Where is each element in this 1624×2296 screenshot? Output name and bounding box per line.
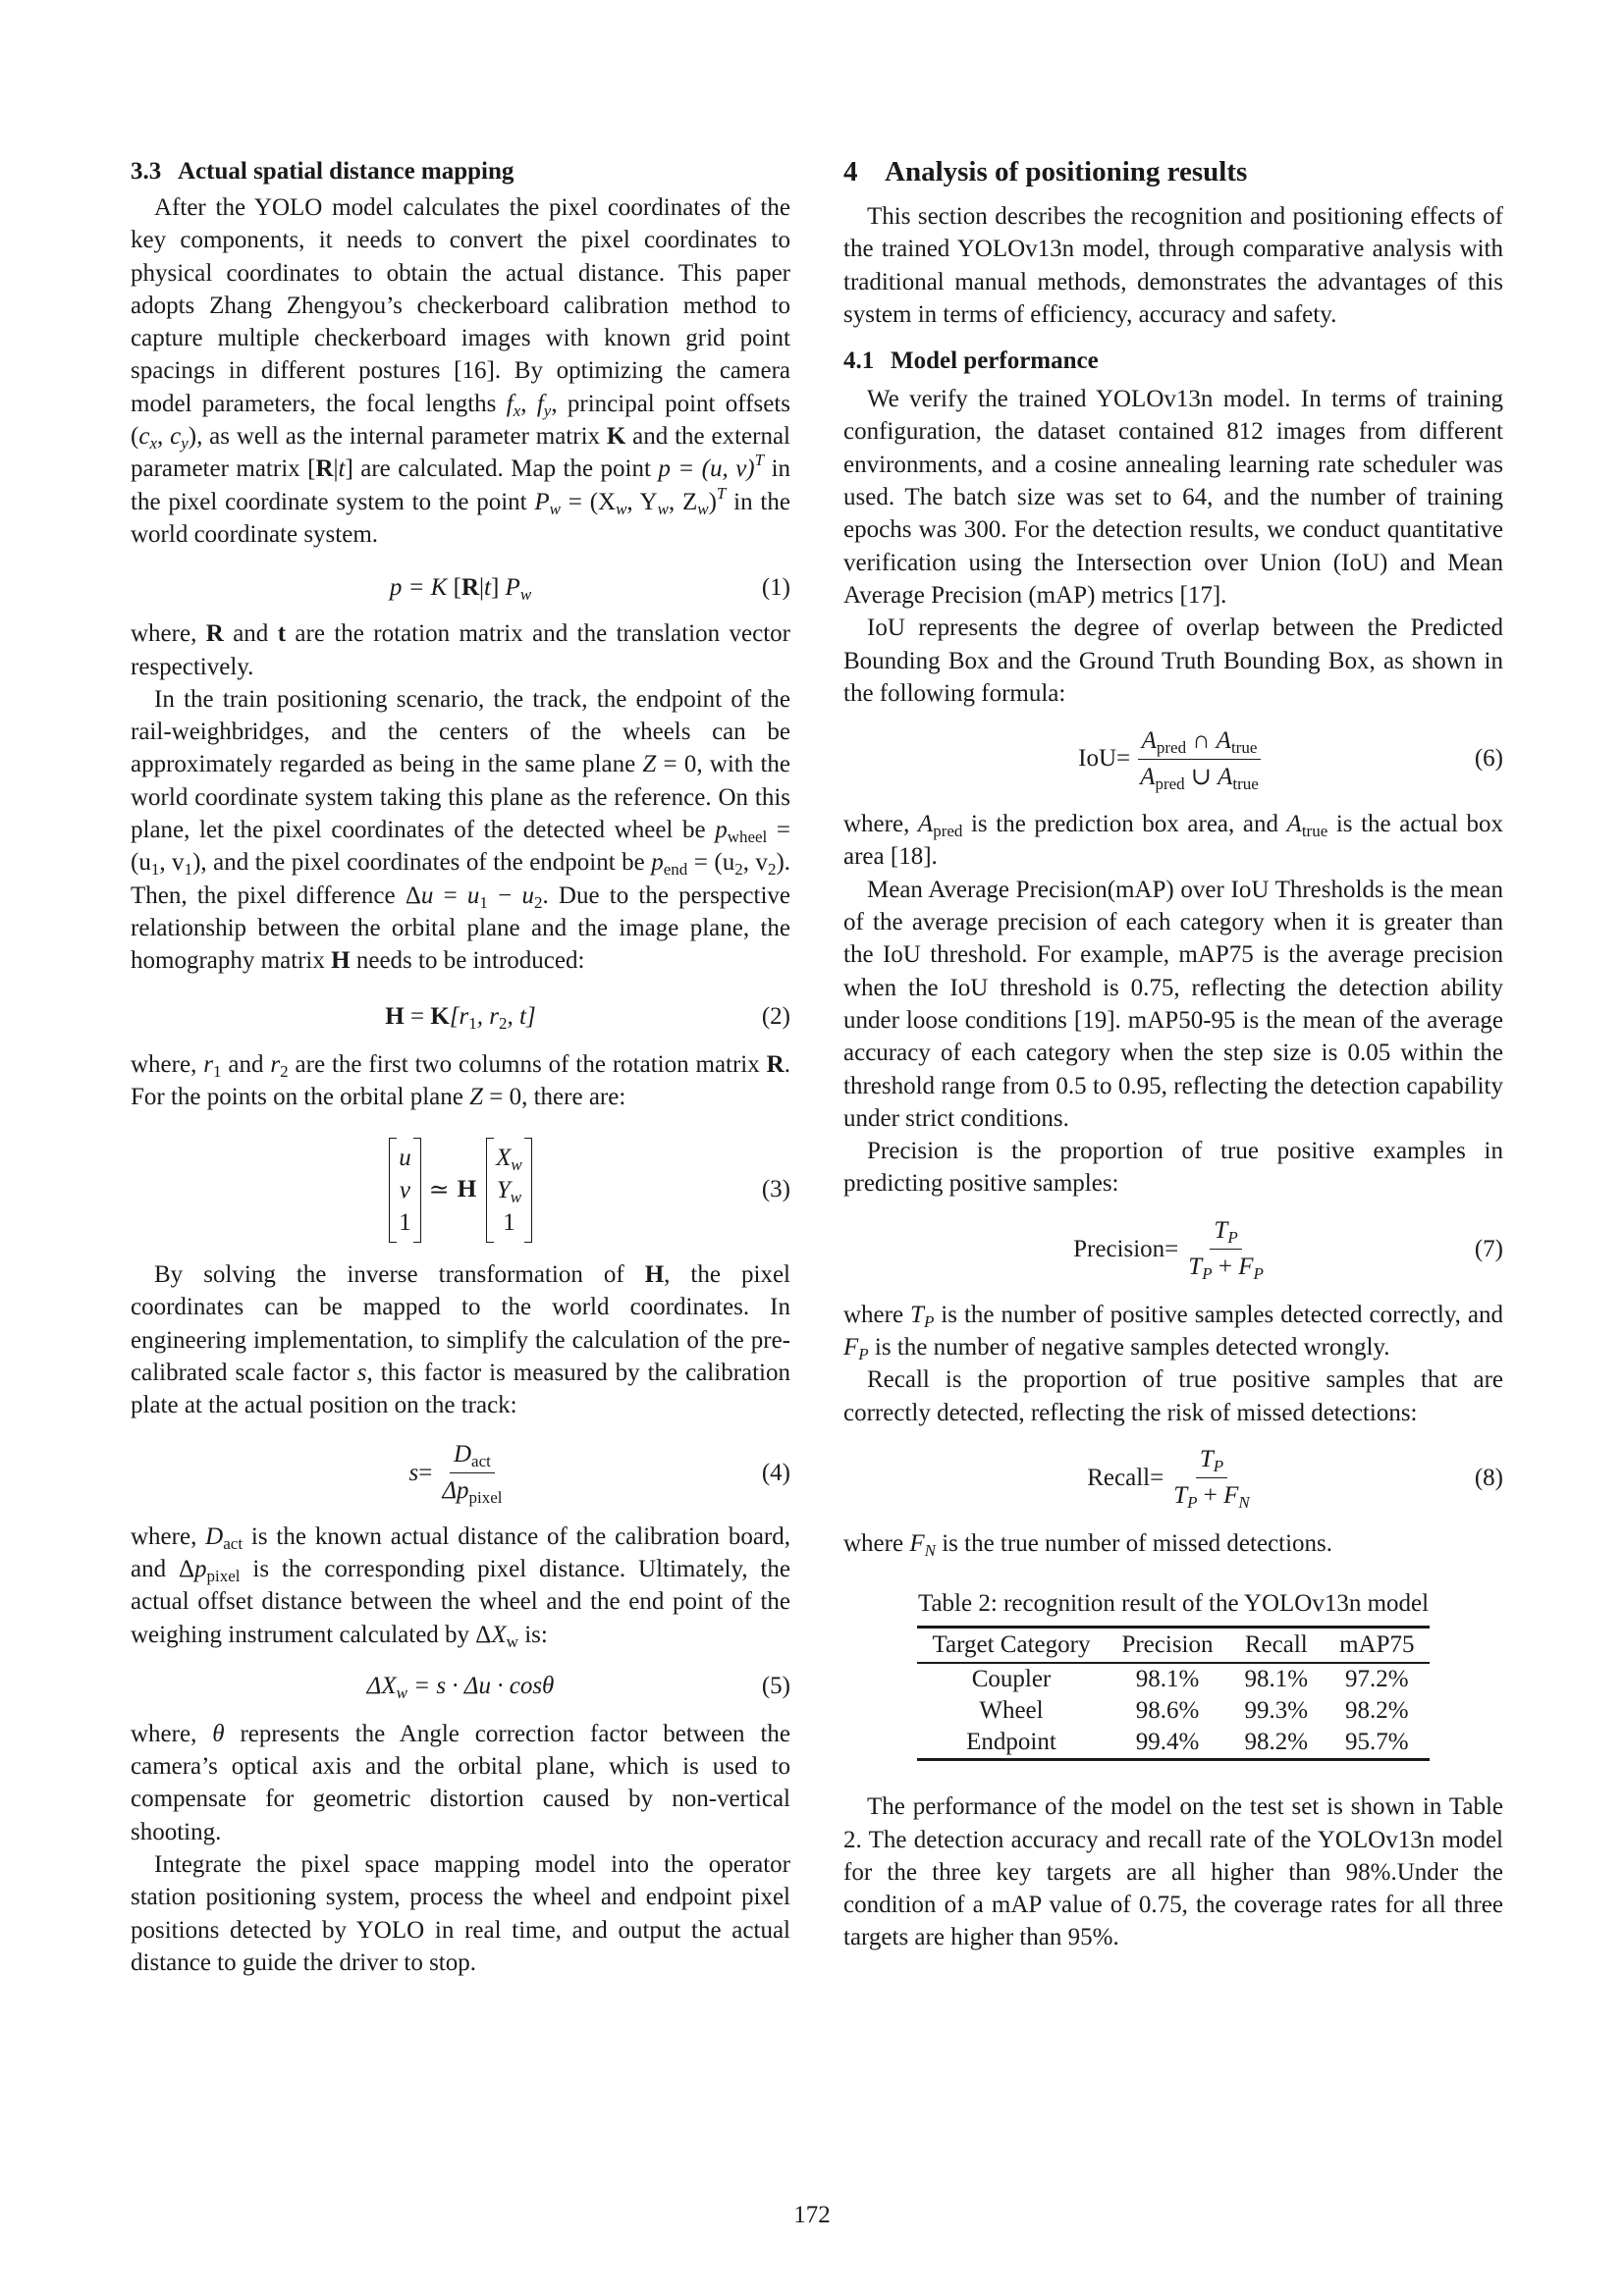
table-row: Wheel 98.6% 99.3% 98.2% [979,1697,1409,1725]
paragraph-integration: Integrate the pixel space mapping model into the operator station positioning system, process the wheel and endpoint pixel positions detected by YOLO in real time, and output the actual distance to guide the driver to stop. [131,1850,790,1976]
equation-1: p = K [R|t] $P_w$ (1) [389,574,790,605]
paragraph-precision-where: where $T_P$ is the number of positive samples detected correctly, and $F_P$ is the number of negative samples detected wrongly. [843,1301,1503,1364]
table-row: Coupler 98.1% 98.1% 97.2% [971,1666,1409,1693]
paragraph-recall: Recall is the proportion of true positive samples that are correctly detected, reflecting the risk of missed detections: [843,1366,1503,1426]
equation-number: (4) [761,1459,790,1486]
table-row: Endpoint 99.4% 98.2% 95.7% [917,1727,1431,1760]
equation-3: u v 1 ≃ H $X_w$ $Y_w$ 1 (3) [131,1127,790,1253]
subsection-heading-4-1: 4.1 Model performance [843,347,1099,375]
results-table [917,1626,1431,1761]
equation-number: (3) [761,1176,790,1203]
paragraph-recall-where: where $F_N$ is the true number of missed detections. [843,1529,1333,1560]
section-heading-4: 4 Analysis of positioning results [843,156,1248,187]
equation-number: (8) [1474,1464,1503,1491]
paragraph-map: Mean Average Precision(mAP) over IoU Thresholds is the mean of the average precision of each category when it is greater than the IoU threshold. For example, mAP75 is the average precision when the IoU threshold is 0.75, reflecting the detection ability under loose conditions [19]. mAP50-95 is the mean of the average accuracy of each category when the step size is 0.05 within the threshold range from 0.5 to 0.95, reflecting the detection capability under strict conditions. [843,876,1503,1132]
equation-number: (5) [761,1672,790,1699]
paragraph-training-config: We verify the trained YOLOv13n model. In terms of training configuration, the dataset contained 812 images from different environments, and a cosine annealing learning rate scheduler was used. The batch size was set to 64, and the number of training epochs was 300. For the detection results, we conduct quantitative verification using the Intersection over Union (IoU) and Mean Average Precision (mAP) metrics [17]. [843,386,1503,609]
left-column [131,155,790,1979]
paragraph-precision: Precision is the proportion of true positive examples in predicting positive samples: [843,1138,1503,1198]
equation-number: (6) [1474,745,1503,773]
table-caption: Table 2: recognition result of the YOLOv13n model [917,1590,1430,1618]
paragraph-scale-factor: where, $D_{act}$ is the known actual distance of the calibration board, and $\Delta p_{pixel}$ is the corresponding pixel distance. Ultimately, the actual offset distance between the wheel and the end point of the weighing instrument calculated by $\Delta X_w$ is: [131,1522,790,1651]
equation-8: Recall = $\frac{T_P}{T_P + F_N}$ (8) [1087,1446,1503,1513]
equation-number: (7) [1474,1235,1503,1262]
paragraph-performance-summary: The performance of the model on the test set is shown in Table 2. The detection accuracy and recall rate of the YOLOv13n model for the three key targets are all higher than 98%.Under the condition of a mAP value of 0.75, the coverage rates for all three targets are higher than 95%. [843,1793,1503,1951]
paragraph-calibration: After the YOLO model calculates the pixel coordinates of the key components, it needs to convert the pixel coordinates to physical coordinates to obtain the actual distance. This paper adopts Zhang Zhengyou’s checkerboard calibration method to capture multiple checkerboard images with known grid point spacings in different postures [16]. By optimizing the camera model parameters, the focal lengths $f_x$, $f_y$, principal point offsets ($c_x$, $c_y$), as well as the internal parameter matrix K and the external parameter matrix [R|t] are calculated. Map the point p = (u, v)$^T$ in the pixel coordinate system to the point $P_w = (X_w$, $Y_w$, $Z_w)^T$ in the world coordinate system. [131,194,791,548]
page-number: 172 [793,2202,831,2228]
table-header-row [917,1628,1431,1664]
equation-5: $\Delta X_w = s \cdot \Delta u \cdot \cos\theta$ (5) [366,1672,790,1702]
paragraph-rotation: where, R and t are the rotation matrix and the translation vector respectively. [131,620,790,680]
equation-number: (1) [761,574,790,602]
column-header: mAP75 [1339,1631,1415,1659]
equation-2: $H = K[r_1$, $r_2$, t] (2) [385,1002,790,1033]
equation-4: s = $\frac{D_{act}}{\Delta p_{pixel}}$ (4) [408,1441,790,1508]
right-column [843,155,1503,1954]
results-table-block [843,1587,1503,1761]
paragraph-iou: IoU represents the degree of overlap between the Predicted Bounding Box and the Ground Truth Bounding Box, as shown in the following formula: [843,614,1503,707]
column-header: Target Category [932,1631,1091,1659]
paragraph-angle-correction: where, θ represents the Angle correction factor between the camera’s optical axis and the orbital plane, which is used to compensate for geometric distortion caused by non-vertical shooting. [131,1720,790,1845]
column-header: Recall [1244,1631,1308,1659]
paragraph-inverse-transform: By solving the inverse transformation of H, the pixel coordinates can be mapped to the world coordinates. In engineering implementation, to simplify the calculation of the pre-calibrated scale factor s, this factor is measured by the calibration plate at the actual position on the track: [131,1261,791,1419]
paragraph-columns: where, $r_1$ and $r_2$ are the first two columns of the rotation matrix R. For the points on the orbital plane Z = 0, there are: [131,1050,790,1110]
equation-6: IoU = $\frac{A_{pred} \cap A_{true}}{A_{pred} \cup A_{true}}$ (6) [1078,726,1503,793]
equation-7: Precision = $\frac{T_P}{T_P + F_P}$ (7) [1073,1217,1503,1284]
equation-number: (2) [761,1002,790,1030]
section-heading-3-3: 3.3 Actual spatial distance mapping [131,158,514,185]
paragraph-section-intro: This section describes the recognition and positioning effects of the trained YOLOv13n model, through comparative analysis with traditional manual methods, demonstrates the advantages of this system in terms of efficiency, accuracy and safety. [843,203,1503,328]
paragraph-iou-where: where, $A_{pred}$ is the prediction box area, and $A_{true}$ is the actual box area [18]. [843,811,1503,871]
column-header: Precision [1121,1631,1214,1659]
matrix-world: $X_w$ $Y_w$ 1 [486,1138,532,1243]
paragraph-positioning-scenario: In the train positioning scenario, the track, the endpoint of the rail-weighbridges, and the centers of the wheels can be approximately regarded as being in the same plane Z = 0, with the world coordinate system taking this plane as the reference. On this plane, let the pixel coordinates of the detected wheel be $p_{wheel} = (u_1$, $v_1$), and the pixel coordinates of the endpoint be $p_{end} = (u_2$, $v_2$). Then, the pixel difference $\Delta u = u_1 - u_2$. Due to the perspective relationship between the orbital plane and the image plane, the homography matrix H needs to be introduced: [131,685,791,975]
matrix-pixel: u v 1 [389,1138,421,1243]
